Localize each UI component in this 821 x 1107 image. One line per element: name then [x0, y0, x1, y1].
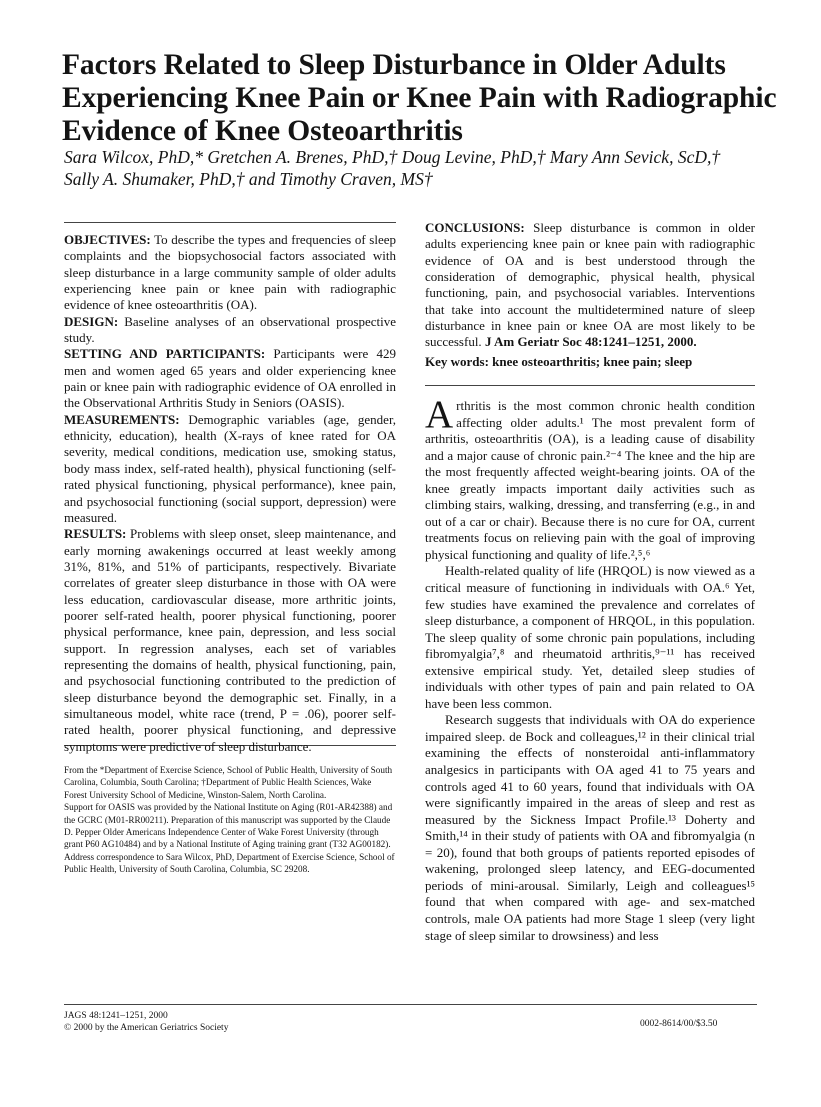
setting-text: Participants were 429 men and women aged 65 years and older experiencing knee pain or knee pain with radiographic evidence of OA enrolled in the Observational Arthritis Study in Seniors (OASIS). — [64, 346, 396, 411]
body-paragraph-2: Health-related quality of life (HRQOL) is now viewed as a critical measure of functioning in individuals with OA.⁶ Yet, few studies have examined the prevalence and correlates of sleep disturbance, a component of HRQOL, in this population. The sleep quality of some chronic pain populations, including fibromyalgia⁷,⁸ and rheumatoid arthritis,⁹⁻¹¹ has received extensive empirical study. Yet, detailed sleep studies of individuals with other types of pain and pain related to OA have been less common. — [425, 563, 755, 711]
journal-info — [64, 1010, 228, 1034]
body-paragraph-1-text: rthritis is the most common chronic health condition affecting older adults.¹ The most prevalent form of arthritis, osteoarthritis (OA), is a leading cause of disability and a major cause of chronic pain.²⁻⁴ The knee and the hip are the most frequently affected weight-bearing joints. OA of the knee greatly impacts important daily activities such as climbing stairs, walking, dressing, and transferring (e.g., in and out of a car or chair). Because there is no cure for OA, current treatments focus on relieving pain with the goal of improving physical functioning and quality of life.²,⁵,⁶ — [425, 398, 755, 562]
design-text: Baseline analyses of an observational prospective study. — [64, 313, 397, 346]
body-paragraph-3: Research suggests that individuals with OA do experience impaired sleep. de Bock and colleagues,¹² in their clinical trial examining the effects of nonsteroidal anti-inflammatory analgesics in participants with OA aged 41 to 75 years and controls aged 41 to 60 years, found that individuals with OA were significantly impaired in the areas of sleep and rest as measured by the Sickness Impact Profile.¹³ Doherty and Smith,¹⁴ in their study of patients with OA and fibromyalgia (n = 20), found that both groups of patients reported episodes of wakening, prolonged sleep latency, and EEG-documented periods of mini-arousal. Similarly, Leigh and colleagues¹⁵ found that when compared with age- and sex-matched controls, male OA patients had more Stage 1 sleep (very light stage of sleep similar to drowsiness) and less — [425, 712, 755, 943]
conclusions-text: Sleep disturbance is common in older adults experiencing knee pain or knee pain with radiographic evidence of OA and is best understood through the consideration of demographic, physical health, physical functioning, pain, and psychosocial variables. Interventions that take into account the multidetermined nature of sleep disturbance in knee pain or knee OA are most likely to be successful. — [425, 220, 755, 350]
page-footer-rule — [64, 1004, 757, 1005]
abstract-results — [64, 526, 396, 755]
author-line-2: Sally A. Shumaker, PhD,† and Timothy Craven, MS† — [64, 169, 433, 189]
copyright: © 2000 by the American Geriatrics Society — [64, 1023, 229, 1033]
body-paragraph-1 — [425, 393, 755, 563]
conclusions-label: CONCLUSIONS: — [425, 220, 525, 235]
footnote-correspondence: Address correspondence to Sara Wilcox, PhD, Department of Exercise Science, School of Public Health, University of South Carolina, Columbia, SC 29208. — [64, 851, 395, 875]
citation: J Am Geriatr Soc 48:1241–1251, 2000. — [484, 334, 697, 350]
keywords — [425, 354, 755, 370]
introduction-body — [425, 393, 755, 944]
measurements-label: MEASUREMENTS: — [64, 411, 180, 427]
setting-label: SETTING AND PARTICIPANTS: — [64, 346, 266, 362]
affiliation-footnotes — [64, 764, 396, 876]
journal-citation: JAGS 48:1241–1251, 2000 — [64, 1011, 168, 1021]
abstract-conclusions — [425, 220, 755, 351]
issn-code: 0002-8614/00/$3.50 — [640, 1019, 718, 1029]
objectives-label: OBJECTIVES: — [64, 232, 151, 247]
footnote-affiliations: From the *Department of Exercise Science, School of Public Health, University of South Carolina, Columbia, South Carolina; †Department of Public Health Sciences, Wake Forest University School of Medicine, Winston-Salem, North Carolina. — [64, 765, 393, 800]
abstract-left-column — [64, 232, 396, 755]
abstract-objectives — [64, 232, 396, 314]
abstract-setting — [64, 346, 396, 411]
results-text: Problems with sleep onset, sleep maintenance, and early morning awakenings occurred at least weekly among 31%, 81%, and 51% of participants, respectively. Bivariate correlates of greater sleep disturbance in those with OA were less education, cardiovascular disease, more arthritic joints, poorer self-rated health, poorer physical functioning, poorer physical performance, knee pain, depression, and less social support. In regression analyses, each set of variables representing the domains of health, physical functioning, pain, and psychosocial functioning contributed to the prediction of sleep disturbance beyond the demographic set. Finally, in a simultaneous model, white race (trend, P = .06), poorer self-rated health, poorer physical functioning, and depressive symptoms were predictive of sleep disturbance. — [64, 526, 396, 754]
abstract-design — [64, 314, 396, 347]
abstract-right-column — [425, 220, 755, 370]
keywords-text: knee osteoarthritis; knee pain; sleep — [492, 353, 693, 369]
abstract-top-rule-left — [64, 222, 396, 223]
footnote-support: Support for OASIS was provided by the National Institute on Aging (R01-AR42388) and the GCRC (M01-RR00211). Preparation of this manuscript was supported by the Claude D. Pepper Older Americans Independence Center of Wake Forest University (through grant P60 AG10484) and by a National Institute of Aging training grant (T32 AG00182). — [64, 802, 393, 850]
drop-cap: A — [425, 393, 454, 436]
keywords-label: Key words: — [425, 353, 489, 369]
objectives-text: To describe the types and frequencies of sleep complaints and the biopsychosocial factors associated with sleep disturbance in a large community sample of older adults experiencing knee pain or knee pain with radiographic evidence of knee osteoarthritis (OA). — [64, 232, 397, 313]
paper-title: Factors Related to Sleep Disturbance in Older Adults Experiencing Knee Pain or Knee Pain with Radiographic Evidence of Knee Osteoarthritis — [62, 49, 777, 147]
measurements-text: Demographic variables (age, gender, ethnicity, education), health (X-rays of knee rated for OA severity, medical conditions, medication use, smoking status, body mass index, self-rated health), physical functioning (self-rated physical functioning, physical performance), knee pain, and psychosocial functioning (social support, depression) were measured. — [64, 411, 397, 525]
author-line-1: Sara Wilcox, PhD,* Gretchen A. Brenes, PhD,† Doug Levine, PhD,† Mary Ann Sevick, ScD,† — [64, 147, 721, 167]
abstract-measurements — [64, 412, 396, 526]
results-label: RESULTS: — [64, 526, 127, 542]
author-list — [64, 146, 784, 190]
design-label: DESIGN: — [64, 313, 119, 329]
abstract-bottom-rule-right — [425, 385, 755, 386]
